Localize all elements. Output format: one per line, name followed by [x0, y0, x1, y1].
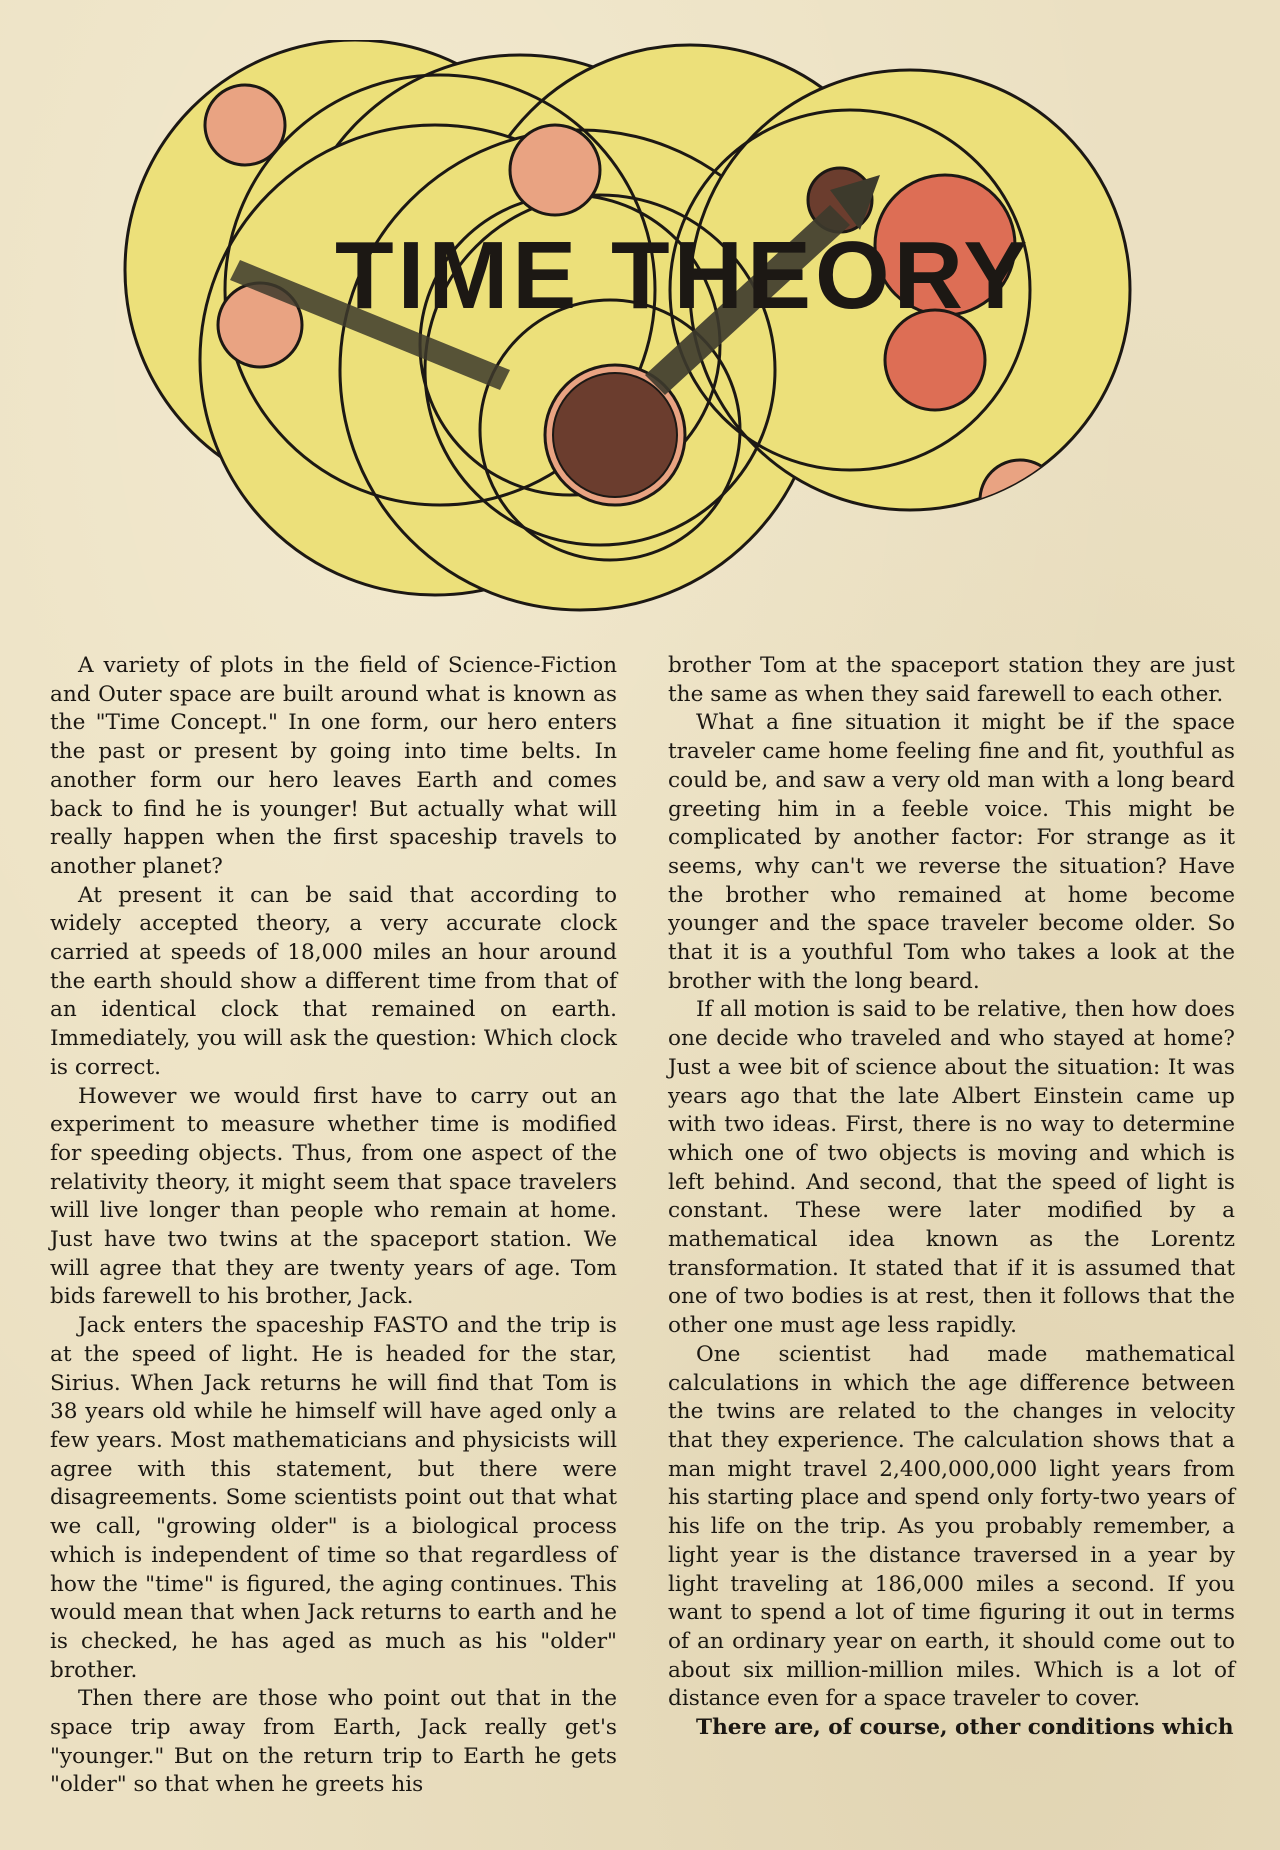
article-title: TIME THEORY — [335, 222, 1032, 329]
paragraph: One scientist had made mathematical calculations in which the age difference between the twins are related to the changes in velocity that they experience. The calculation shows that a man might travel 2,400,000,000 light years from his starting place and spend only forty-two years of his life on the trip. As you probably remember, a light year is the distance traversed in a year by light traveling at 186,000 miles a second. If you want to spend a lot of time figuring it out in terms of an ordinary year on earth, it should come out to about six million-million miles. Which is a lot of distance even for a space traveler to cover. — [668, 1341, 1235, 1712]
pink-planet — [102, 457, 198, 553]
left-column — [50, 652, 617, 1832]
pink-planet — [205, 85, 285, 165]
paragraph: There are, of course, other conditions which — [696, 1715, 1234, 1741]
paragraph: A variety of plots in the field of Science-Fiction and Outer space are built around what is known as the "Time Concept." In one form, our hero enters the past or present by going into time belts. In another form our hero leaves Earth and comes back to find he is younger! But actually what will really happen when the first spaceship travels to another planet? — [50, 653, 617, 879]
overlapping-circles-illustration — [90, 40, 1190, 640]
central-planet — [553, 373, 677, 497]
pink-planet — [980, 460, 1060, 540]
header-illustration — [90, 40, 1190, 640]
paragraph: Then there are those who point out that in the space trip away from Earth, Jack really get's "younger." But on the return trip to Earth he gets "older" so that when he greets his — [50, 1686, 617, 1798]
pink-planet — [510, 125, 600, 215]
paragraph: brother Tom at the spaceport station they are just the same as when they said farewell to each other. — [668, 653, 1235, 707]
paragraph: What a fine situation it might be if the space traveler came home feeling fine and fit, youthful as could be, and saw a very old man with a long beard greeting him in a feeble voice. This might be complicated by another factor: For strange as it seems, why can't we reverse the situation? Have the brother who remained at home become younger and the space traveler become older. So that it is a youthful Tom who takes a look at the brother with the long beard. — [668, 710, 1235, 994]
right-column — [668, 652, 1235, 1832]
paragraph: At present it can be said that according to widely accepted theory, a very accurate clock carried at speeds of 18,000 miles an hour around the earth should show a different time from that of an identical clock that remained on earth. Immediately, you will ask the question: Which clock is correct. — [50, 882, 617, 1080]
paragraph: Jack enters the spaceship FASTO and the trip is at the speed of light. He is headed for the star, Sirius. When Jack returns he will find that Tom is 38 years old while he himself will have aged only a few years. Most mathematicians and physicists will agree with this statement, but there were disagreements. Some scientists point out that what we call, "growing older" is a biological process which is independent of time so that regardless of how the "time" is figured, the aging continues. This would mean that when Jack returns to earth and he is checked, he has aged as much as his "older" brother. — [50, 1313, 617, 1683]
paragraph: However we would first have to carry out an experiment to measure whether time is modified for speeding objects. Thus, from one aspect of the relativity theory, it might seem that space travelers will live longer than people who remain at home. Just have two twins at the spaceport station. We will agree that they are twenty years of age. Tom bids farewell to his brother, Jack. — [50, 1083, 617, 1310]
paragraph: If all motion is said to be relative, then how does one decide who traveled and who stayed at home? Just a wee bit of science about the situation: It was years ago that the late Albert Einstein came up with two ideas. First, there is no way to determine which one of two objects is moving and which is left behind. And second, that the speed of light is constant. These were later modified by a mathematical idea known as the Lorentz transformation. It stated that if it is assumed that one of two bodies is at rest, then it follows that the other one must age less rapidly. — [668, 997, 1235, 1339]
article-body — [50, 652, 1235, 1832]
